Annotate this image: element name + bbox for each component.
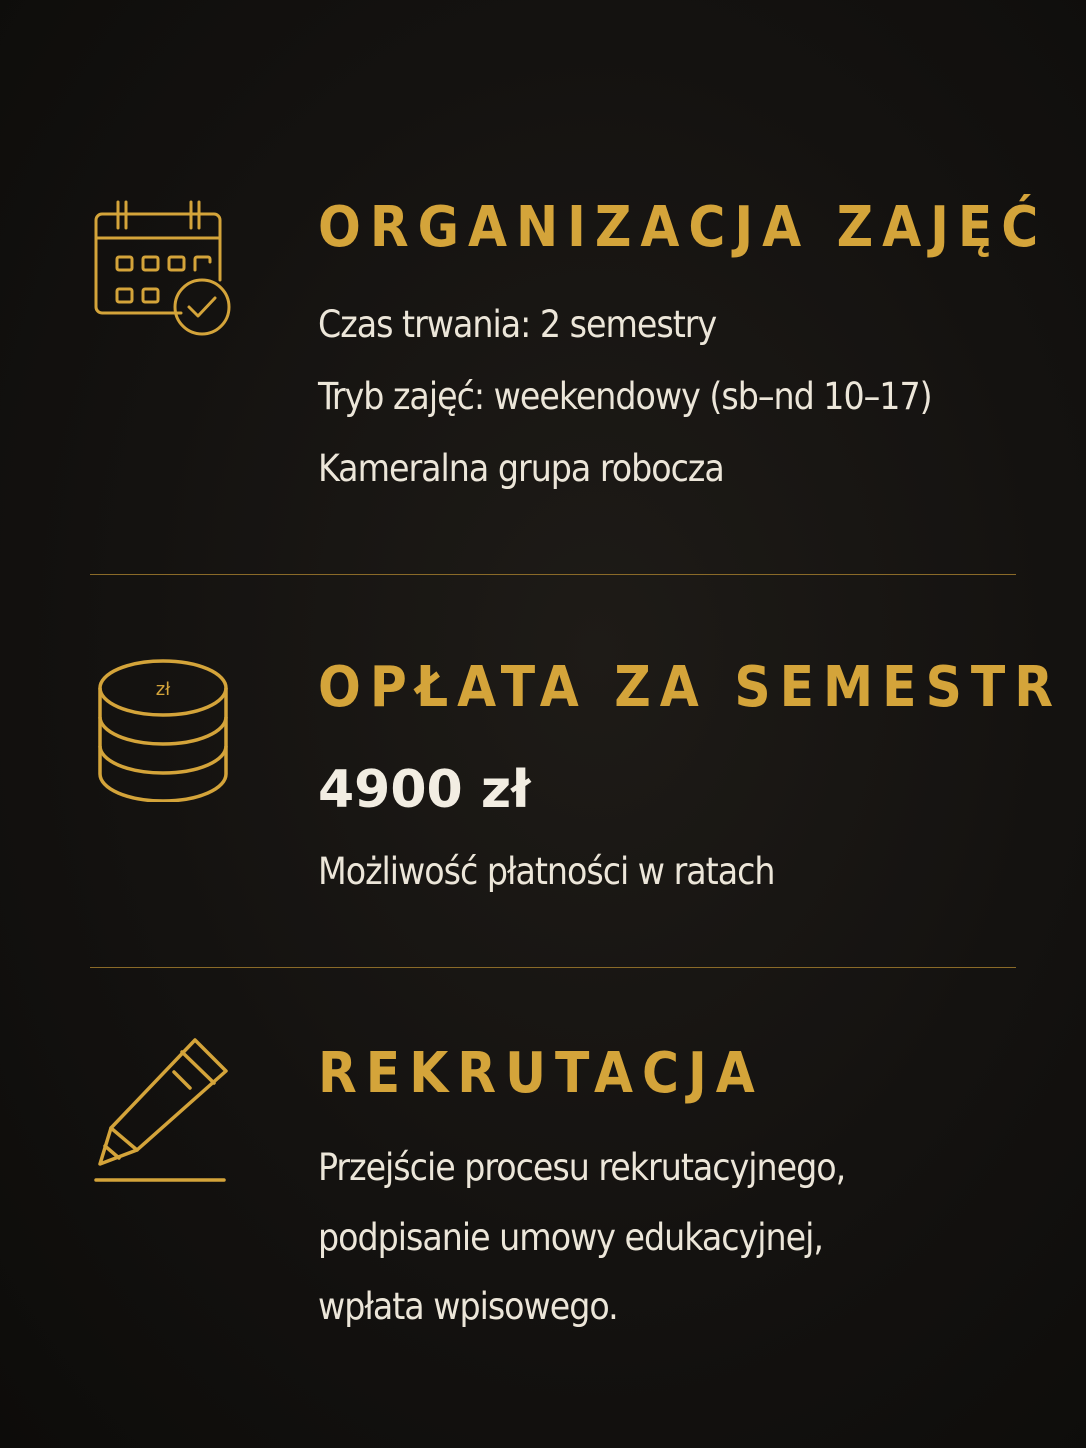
section-divider (90, 967, 1016, 968)
fee-price: 4900 zł (318, 760, 531, 820)
info-line: podpisanie umowy edukacyjnej, (318, 1216, 823, 1259)
coin-stack-icon (88, 652, 238, 802)
coin-currency-label: zł (155, 679, 171, 700)
pencil-icon (88, 1034, 238, 1184)
section-title: ORGANIZACJA ZAJĘĆ (318, 195, 1048, 260)
info-line: Czas trwania: 2 semestry (318, 303, 717, 346)
info-line: Przejście procesu rekrutacyjnego, (318, 1146, 846, 1189)
info-line: Kameralna grupa robocza (318, 447, 724, 490)
calendar-check-icon (88, 196, 238, 346)
section-title: REKRUTACJA (318, 1041, 764, 1106)
info-line: Możliwość płatności w ratach (318, 850, 775, 893)
info-line: wpłata wpisowego. (318, 1285, 618, 1328)
section-divider (90, 574, 1016, 575)
info-line: Tryb zajęć: weekendowy (sb–nd 10–17) (318, 375, 932, 418)
section-title: OPŁATA ZA SEMESTR (318, 655, 1063, 720)
